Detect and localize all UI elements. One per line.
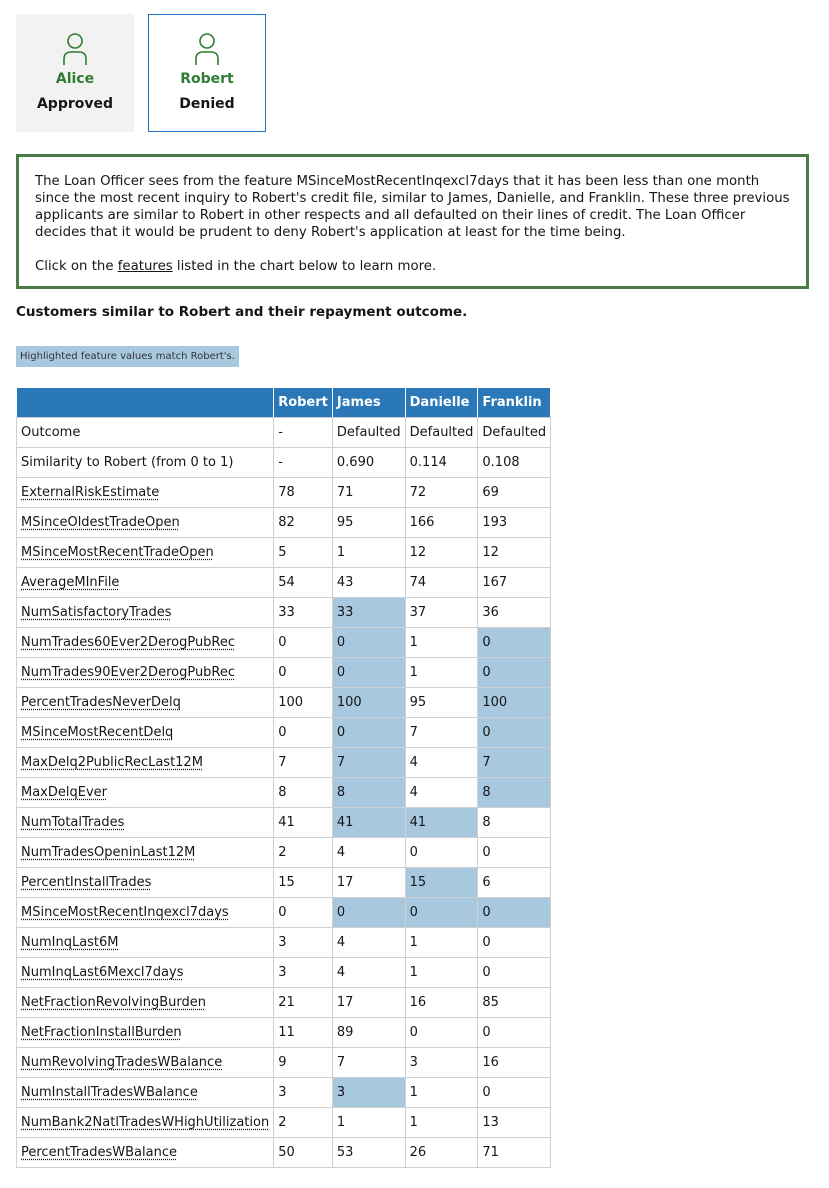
value-cell-robert: 9 bbox=[274, 1048, 333, 1078]
feature-link[interactable]: MSinceMostRecentDelq bbox=[21, 725, 174, 740]
value-cell-danielle: 4 bbox=[405, 778, 478, 808]
feature-label-cell[interactable] bbox=[17, 808, 274, 838]
feature-link[interactable]: NumInstallTradesWBalance bbox=[21, 1085, 198, 1100]
table-row bbox=[17, 508, 551, 538]
value-cell-james: 71 bbox=[332, 478, 405, 508]
table-row bbox=[17, 988, 551, 1018]
value-cell-franklin: 0 bbox=[478, 1078, 551, 1108]
table-row bbox=[17, 688, 551, 718]
feature-label-cell bbox=[17, 448, 274, 478]
feature-label-cell[interactable] bbox=[17, 1078, 274, 1108]
value-cell-danielle: 1 bbox=[405, 1108, 478, 1138]
value-cell-franklin: 0 bbox=[478, 658, 551, 688]
table-row bbox=[17, 748, 551, 778]
feature-label-cell[interactable] bbox=[17, 778, 274, 808]
feature-link[interactable]: PercentTradesWBalance bbox=[21, 1145, 177, 1160]
table-row bbox=[17, 898, 551, 928]
value-cell-robert: 3 bbox=[274, 928, 333, 958]
table-row bbox=[17, 538, 551, 568]
feature-label-cell[interactable] bbox=[17, 688, 274, 718]
feature-link[interactable]: NetFractionInstallBurden bbox=[21, 1025, 182, 1040]
value-cell-robert: 54 bbox=[274, 568, 333, 598]
value-cell-james: 3 bbox=[332, 1078, 405, 1108]
table-row bbox=[17, 1048, 551, 1078]
value-cell-franklin: 0.108 bbox=[478, 448, 551, 478]
value-cell-robert: 2 bbox=[274, 1108, 333, 1138]
feature-link[interactable]: NumTrades90Ever2DerogPubRec bbox=[21, 665, 236, 680]
feature-label-cell[interactable] bbox=[17, 628, 274, 658]
applicant-status: Denied bbox=[179, 96, 235, 112]
value-cell-james: 0 bbox=[332, 718, 405, 748]
value-cell-james: 4 bbox=[332, 838, 405, 868]
table-row bbox=[17, 628, 551, 658]
applicant-card-robert[interactable] bbox=[148, 14, 266, 132]
value-cell-james: 89 bbox=[332, 1018, 405, 1048]
table-body bbox=[17, 418, 551, 1168]
feature-label-cell[interactable] bbox=[17, 508, 274, 538]
value-cell-james: 0 bbox=[332, 898, 405, 928]
value-cell-robert: 0 bbox=[274, 718, 333, 748]
feature-label-cell[interactable] bbox=[17, 1108, 274, 1138]
value-cell-james: 53 bbox=[332, 1138, 405, 1168]
feature-link[interactable]: NumInqLast6Mexcl7days bbox=[21, 965, 184, 980]
value-cell-danielle: 0 bbox=[405, 898, 478, 928]
header-robert: Robert bbox=[274, 388, 333, 418]
table-row bbox=[17, 838, 551, 868]
feature-label-cell[interactable] bbox=[17, 658, 274, 688]
hint-prefix: Click on the bbox=[35, 259, 118, 274]
value-cell-james: Defaulted bbox=[332, 418, 405, 448]
value-cell-robert: 7 bbox=[274, 748, 333, 778]
value-cell-danielle: 0 bbox=[405, 838, 478, 868]
explanation-text: The Loan Officer sees from the feature MSinceMostRecentInqexcl7days that it has been less than one month since the most recent inquiry to Robert's credit file, similar to James, Danielle, and Franklin. These three previous applicants are similar to Robert in other respects and all defaulted on their lines of credit. The Loan Officer decides that it would be prudent to deny Robert's application at least for the time being. bbox=[35, 174, 790, 240]
value-cell-robert: 100 bbox=[274, 688, 333, 718]
value-cell-danielle: 95 bbox=[405, 688, 478, 718]
table-row bbox=[17, 478, 551, 508]
feature-link[interactable]: NumTradesOpeninLast12M bbox=[21, 845, 196, 860]
value-cell-franklin: 0 bbox=[478, 958, 551, 988]
value-cell-danielle: 0.114 bbox=[405, 448, 478, 478]
value-cell-danielle: 166 bbox=[405, 508, 478, 538]
feature-label-cell[interactable] bbox=[17, 1138, 274, 1168]
applicant-card-alice[interactable] bbox=[16, 14, 134, 132]
value-cell-james: 100 bbox=[332, 688, 405, 718]
value-cell-james: 1 bbox=[332, 538, 405, 568]
value-cell-robert: 0 bbox=[274, 628, 333, 658]
feature-label-cell bbox=[17, 418, 274, 448]
explanation-box bbox=[16, 154, 809, 289]
value-cell-danielle: 1 bbox=[405, 958, 478, 988]
feature-link[interactable]: NumTrades60Ever2DerogPubRec bbox=[21, 635, 236, 650]
value-cell-robert: 41 bbox=[274, 808, 333, 838]
value-cell-james: 33 bbox=[332, 598, 405, 628]
feature-link[interactable]: PercentInstallTrades bbox=[21, 875, 152, 890]
comparison-table bbox=[16, 387, 551, 1168]
table-row bbox=[17, 808, 551, 838]
feature-link[interactable]: MSinceMostRecentTradeOpen bbox=[21, 545, 214, 560]
value-cell-james: 17 bbox=[332, 988, 405, 1018]
row-label: Outcome bbox=[21, 425, 81, 440]
feature-label-cell[interactable] bbox=[17, 568, 274, 598]
table-subtitle: Customers similar to Robert and their repayment outcome. bbox=[16, 304, 468, 320]
value-cell-robert: 50 bbox=[274, 1138, 333, 1168]
feature-link[interactable]: MSinceMostRecentInqexcl7days bbox=[21, 905, 229, 920]
value-cell-franklin: 12 bbox=[478, 538, 551, 568]
feature-link[interactable]: NetFractionRevolvingBurden bbox=[21, 995, 206, 1010]
table-row bbox=[17, 1138, 551, 1168]
value-cell-franklin: Defaulted bbox=[478, 418, 551, 448]
value-cell-robert: 8 bbox=[274, 778, 333, 808]
feature-link[interactable]: NumBank2NatlTradesWHighUtilization bbox=[21, 1115, 270, 1130]
value-cell-franklin: 193 bbox=[478, 508, 551, 538]
value-cell-robert: 3 bbox=[274, 1078, 333, 1108]
value-cell-danielle: 4 bbox=[405, 748, 478, 778]
user-icon bbox=[193, 32, 221, 66]
feature-link[interactable]: PercentTradesNeverDelq bbox=[21, 695, 181, 710]
table-row bbox=[17, 448, 551, 478]
feature-link[interactable]: MaxDelqEver bbox=[21, 785, 107, 800]
value-cell-danielle: 7 bbox=[405, 718, 478, 748]
value-cell-franklin: 16 bbox=[478, 1048, 551, 1078]
feature-label-cell[interactable] bbox=[17, 958, 274, 988]
highlight-legend: Highlighted feature values match Robert's. bbox=[16, 346, 239, 367]
applicant-name: Alice bbox=[55, 71, 95, 87]
table-row bbox=[17, 928, 551, 958]
value-cell-danielle: 37 bbox=[405, 598, 478, 628]
value-cell-robert: 21 bbox=[274, 988, 333, 1018]
value-cell-franklin: 0 bbox=[478, 1018, 551, 1048]
value-cell-franklin: 0 bbox=[478, 928, 551, 958]
header-blank bbox=[17, 388, 274, 418]
value-cell-franklin: 7 bbox=[478, 748, 551, 778]
value-cell-james: 43 bbox=[332, 568, 405, 598]
value-cell-james: 1 bbox=[332, 1108, 405, 1138]
table-row bbox=[17, 598, 551, 628]
value-cell-franklin: 8 bbox=[478, 808, 551, 838]
feature-link[interactable]: ExternalRiskEstimate bbox=[21, 485, 160, 500]
table-row bbox=[17, 658, 551, 688]
value-cell-franklin: 69 bbox=[478, 478, 551, 508]
table-row bbox=[17, 868, 551, 898]
value-cell-danielle: 1 bbox=[405, 628, 478, 658]
value-cell-danielle: 1 bbox=[405, 658, 478, 688]
value-cell-james: 8 bbox=[332, 778, 405, 808]
features-link[interactable]: features bbox=[117, 259, 173, 274]
value-cell-franklin: 85 bbox=[478, 988, 551, 1018]
value-cell-robert: - bbox=[274, 418, 333, 448]
explanation-hint bbox=[35, 258, 790, 275]
feature-label-cell[interactable] bbox=[17, 1048, 274, 1078]
value-cell-robert: 15 bbox=[274, 868, 333, 898]
value-cell-james: 95 bbox=[332, 508, 405, 538]
value-cell-james: 0 bbox=[332, 628, 405, 658]
feature-label-cell[interactable] bbox=[17, 478, 274, 508]
value-cell-franklin: 8 bbox=[478, 778, 551, 808]
feature-link[interactable]: MSinceOldestTradeOpen bbox=[21, 515, 180, 530]
applicant-cards bbox=[16, 14, 266, 132]
value-cell-james: 0 bbox=[332, 658, 405, 688]
header-danielle: Danielle bbox=[405, 388, 478, 418]
header-franklin: Franklin bbox=[478, 388, 551, 418]
feature-label-cell[interactable] bbox=[17, 988, 274, 1018]
table-row bbox=[17, 958, 551, 988]
value-cell-robert: - bbox=[274, 448, 333, 478]
value-cell-robert: 2 bbox=[274, 838, 333, 868]
value-cell-danielle: 41 bbox=[405, 808, 478, 838]
feature-label-cell[interactable] bbox=[17, 538, 274, 568]
feature-link[interactable]: NumRevolvingTradesWBalance bbox=[21, 1055, 223, 1070]
value-cell-robert: 3 bbox=[274, 958, 333, 988]
value-cell-danielle: 3 bbox=[405, 1048, 478, 1078]
value-cell-robert: 11 bbox=[274, 1018, 333, 1048]
value-cell-robert: 5 bbox=[274, 538, 333, 568]
value-cell-james: 4 bbox=[332, 928, 405, 958]
value-cell-robert: 33 bbox=[274, 598, 333, 628]
value-cell-franklin: 0 bbox=[478, 628, 551, 658]
value-cell-danielle: 15 bbox=[405, 868, 478, 898]
table-row bbox=[17, 718, 551, 748]
feature-label-cell[interactable] bbox=[17, 748, 274, 778]
value-cell-robert: 82 bbox=[274, 508, 333, 538]
value-cell-franklin: 0 bbox=[478, 898, 551, 928]
feature-link[interactable]: NumSatisfactoryTrades bbox=[21, 605, 172, 620]
feature-label-cell[interactable] bbox=[17, 598, 274, 628]
feature-label-cell[interactable] bbox=[17, 868, 274, 898]
hint-suffix: listed in the chart below to learn more. bbox=[172, 259, 437, 274]
table-row bbox=[17, 1108, 551, 1138]
table-row bbox=[17, 1078, 551, 1108]
feature-link[interactable]: NumTotalTrades bbox=[21, 815, 125, 830]
value-cell-franklin: 13 bbox=[478, 1108, 551, 1138]
value-cell-danielle: 16 bbox=[405, 988, 478, 1018]
feature-label-cell[interactable] bbox=[17, 928, 274, 958]
feature-label-cell[interactable] bbox=[17, 898, 274, 928]
value-cell-james: 0.690 bbox=[332, 448, 405, 478]
value-cell-franklin: 167 bbox=[478, 568, 551, 598]
table-row bbox=[17, 778, 551, 808]
value-cell-robert: 0 bbox=[274, 658, 333, 688]
value-cell-franklin: 36 bbox=[478, 598, 551, 628]
feature-link[interactable]: MaxDelq2PublicRecLast12M bbox=[21, 755, 203, 770]
feature-link[interactable]: AverageMInFile bbox=[21, 575, 120, 590]
value-cell-danielle: 1 bbox=[405, 1078, 478, 1108]
value-cell-james: 4 bbox=[332, 958, 405, 988]
table-row bbox=[17, 418, 551, 448]
table-row bbox=[17, 568, 551, 598]
value-cell-danielle: Defaulted bbox=[405, 418, 478, 448]
value-cell-franklin: 0 bbox=[478, 718, 551, 748]
value-cell-robert: 0 bbox=[274, 898, 333, 928]
value-cell-danielle: 72 bbox=[405, 478, 478, 508]
header-james: James bbox=[332, 388, 405, 418]
applicant-name: Robert bbox=[180, 71, 234, 87]
value-cell-franklin: 6 bbox=[478, 868, 551, 898]
value-cell-danielle: 26 bbox=[405, 1138, 478, 1168]
value-cell-james: 7 bbox=[332, 1048, 405, 1078]
value-cell-franklin: 100 bbox=[478, 688, 551, 718]
user-icon bbox=[61, 32, 89, 66]
feature-label-cell[interactable] bbox=[17, 718, 274, 748]
value-cell-robert: 78 bbox=[274, 478, 333, 508]
value-cell-danielle: 0 bbox=[405, 1018, 478, 1048]
value-cell-james: 7 bbox=[332, 748, 405, 778]
value-cell-james: 17 bbox=[332, 868, 405, 898]
table-row bbox=[17, 1018, 551, 1048]
table-header-row bbox=[17, 388, 551, 418]
feature-label-cell[interactable] bbox=[17, 838, 274, 868]
value-cell-james: 41 bbox=[332, 808, 405, 838]
value-cell-danielle: 1 bbox=[405, 928, 478, 958]
feature-label-cell[interactable] bbox=[17, 1018, 274, 1048]
value-cell-danielle: 74 bbox=[405, 568, 478, 598]
applicant-status: Approved bbox=[36, 96, 114, 112]
value-cell-franklin: 71 bbox=[478, 1138, 551, 1168]
value-cell-danielle: 12 bbox=[405, 538, 478, 568]
row-label: Similarity to Robert (from 0 to 1) bbox=[21, 455, 234, 470]
feature-link[interactable]: NumInqLast6M bbox=[21, 935, 119, 950]
value-cell-franklin: 0 bbox=[478, 838, 551, 868]
